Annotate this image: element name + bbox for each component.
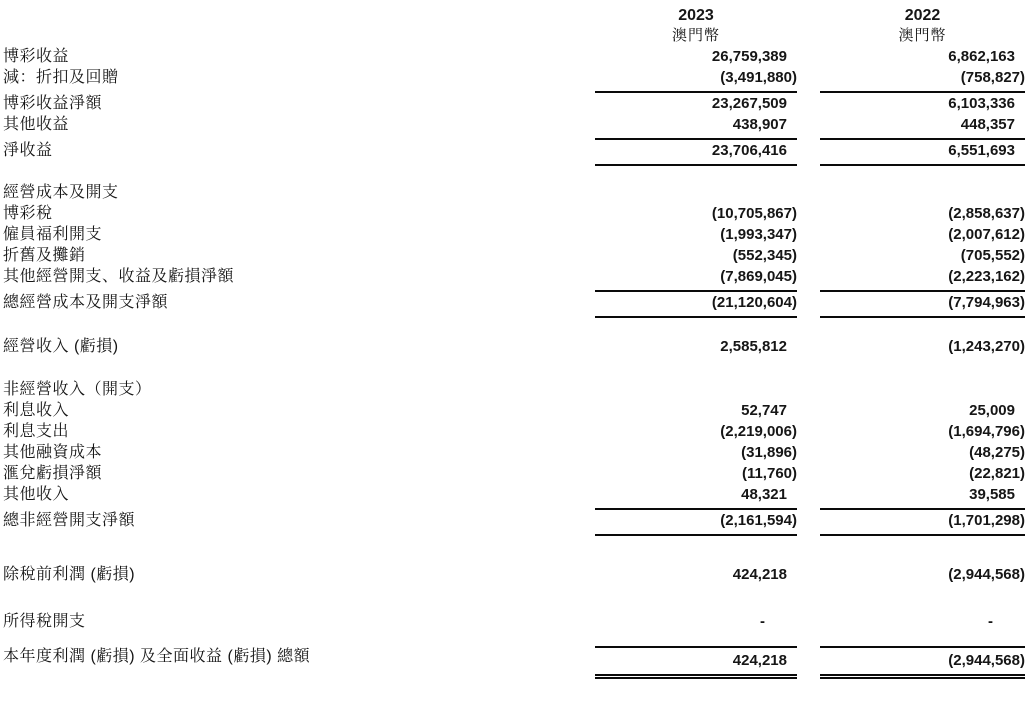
amount: (3,491,880) xyxy=(720,69,797,86)
currency-header-2023: 澳門幣 xyxy=(671,27,720,44)
amount: (2,219,006) xyxy=(720,423,797,440)
amount: (2,223,162) xyxy=(948,268,1025,285)
table-row xyxy=(3,114,1025,140)
amount: 2,585,812 xyxy=(720,338,787,355)
amount: (1,993,347) xyxy=(720,226,797,243)
amount: 424,218 xyxy=(732,566,787,583)
value-2022 xyxy=(820,336,1025,357)
value-2023 xyxy=(595,266,797,292)
amount: 39,585 xyxy=(969,486,1015,503)
table-row xyxy=(3,93,1025,114)
table-row xyxy=(3,245,1025,266)
amount: (1,694,796) xyxy=(948,423,1025,440)
amount: 48,321 xyxy=(741,486,787,503)
amount: 424,218 xyxy=(732,652,787,669)
value-2023 xyxy=(595,67,797,93)
table-row xyxy=(3,421,1025,442)
table-row xyxy=(3,463,1025,484)
value-2023 xyxy=(595,463,797,484)
amount: (7,869,045) xyxy=(720,268,797,285)
table-row xyxy=(3,646,1025,676)
value-2023 xyxy=(595,564,797,585)
value-2023 xyxy=(595,245,797,266)
table-row xyxy=(3,336,1025,357)
value-2022 xyxy=(820,646,1025,676)
table-row xyxy=(3,182,1025,203)
amount: 23,706,416 xyxy=(711,142,787,159)
value-2023 xyxy=(595,400,797,421)
amount: (48,275) xyxy=(969,444,1025,461)
amount: (1,701,298) xyxy=(948,512,1025,529)
table-row xyxy=(3,379,1025,400)
value-2023 xyxy=(595,421,797,442)
amount: (7,794,963) xyxy=(948,294,1025,311)
amount: 6,862,163 xyxy=(948,48,1015,65)
value-2022 xyxy=(820,224,1025,245)
value-2023 xyxy=(595,336,797,357)
row-label: 經營成本及開支 xyxy=(3,184,119,201)
value-2022 xyxy=(820,46,1025,67)
amount: (31,896) xyxy=(741,444,797,461)
amount: (10,705,867) xyxy=(711,205,797,222)
value-2022 xyxy=(820,611,1025,632)
table-row xyxy=(3,611,1025,632)
value-2023 xyxy=(595,140,797,166)
value-2022 xyxy=(820,564,1025,585)
value-2022 xyxy=(820,203,1025,224)
amount: (2,858,637) xyxy=(948,205,1025,222)
row-label: 其他收益 xyxy=(3,116,70,133)
amount: (2,161,594) xyxy=(720,512,797,529)
value-2023 xyxy=(595,203,797,224)
row-label: 其他融資成本 xyxy=(3,444,103,461)
value-2022 xyxy=(820,463,1025,484)
amount: (21,120,604) xyxy=(711,294,797,311)
value-2023 xyxy=(595,442,797,463)
value-2022 xyxy=(820,114,1025,140)
value-2023 xyxy=(595,292,797,318)
value-2023 xyxy=(595,46,797,67)
amount: 6,551,693 xyxy=(948,142,1015,159)
value-2023 xyxy=(595,510,797,536)
row-label: 利息收入 xyxy=(3,402,70,419)
table-row xyxy=(3,67,1025,93)
table-row xyxy=(3,46,1025,67)
row-label: 總經營成本及開支淨額 xyxy=(3,294,169,311)
table-row xyxy=(3,564,1025,585)
amount: - xyxy=(988,613,993,630)
row-label: 除稅前利潤 (虧損) xyxy=(3,566,136,583)
amount: (552,345) xyxy=(732,247,797,264)
table-row xyxy=(3,400,1025,421)
table-row xyxy=(3,442,1025,463)
table-row xyxy=(3,266,1025,292)
column-header-2023: 2023 xyxy=(678,7,714,24)
value-2022 xyxy=(820,400,1025,421)
column-header-2022: 2022 xyxy=(904,7,941,24)
row-label: 滙兌虧損淨額 xyxy=(3,465,103,482)
amount: (2,944,568) xyxy=(948,566,1025,583)
value-2022 xyxy=(820,266,1025,292)
value-2023 xyxy=(595,114,797,140)
row-label: 折舊及攤銷 xyxy=(3,247,86,264)
table-row xyxy=(3,510,1025,536)
amount: (2,007,612) xyxy=(948,226,1025,243)
value-2022 xyxy=(820,442,1025,463)
value-2023 xyxy=(595,611,797,632)
value-2023 xyxy=(595,646,797,676)
amount: (758,827) xyxy=(960,69,1025,86)
amount: (1,243,270) xyxy=(948,338,1025,355)
value-2022 xyxy=(820,510,1025,536)
row-label: 減：折扣及回贈 xyxy=(3,69,119,86)
table-row xyxy=(3,484,1025,510)
statement-rows xyxy=(3,46,1025,676)
amount: (2,944,568) xyxy=(948,652,1025,669)
amount: 448,357 xyxy=(960,116,1015,133)
row-label: 其他經營開支、收益及虧損淨額 xyxy=(3,268,235,285)
table-row xyxy=(3,292,1025,318)
row-label: 所得稅開支 xyxy=(3,613,86,630)
row-label: 總非經營開支淨額 xyxy=(3,512,136,529)
amount: 25,009 xyxy=(969,402,1015,419)
amount: 438,907 xyxy=(732,116,787,133)
row-label: 淨收益 xyxy=(3,142,53,159)
amount: - xyxy=(760,613,765,630)
amount: (22,821) xyxy=(969,465,1025,482)
row-label: 其他收入 xyxy=(3,486,70,503)
amount: 6,103,336 xyxy=(948,95,1015,112)
table-row xyxy=(3,224,1025,245)
value-2023 xyxy=(595,484,797,510)
row-label: 非經營收入（開支） xyxy=(3,381,152,398)
value-2022 xyxy=(820,93,1025,114)
amount: 23,267,509 xyxy=(711,95,787,112)
value-2022 xyxy=(820,67,1025,93)
amount: 26,759,389 xyxy=(711,48,787,65)
amount: (11,760) xyxy=(741,465,797,482)
row-label: 經營收入 (虧損) xyxy=(3,338,119,355)
table-row xyxy=(3,203,1025,224)
value-2022 xyxy=(820,421,1025,442)
row-label: 本年度利潤 (虧損) 及全面收益 (虧損) 總額 xyxy=(3,648,311,665)
header-year-row xyxy=(3,6,1025,26)
currency-header-2022: 澳門幣 xyxy=(898,27,947,44)
row-label: 利息支出 xyxy=(3,423,70,440)
value-2022 xyxy=(820,292,1025,318)
value-2022 xyxy=(820,245,1025,266)
row-label: 博彩收益淨額 xyxy=(3,95,103,112)
value-2022 xyxy=(820,484,1025,510)
row-label: 博彩稅 xyxy=(3,205,53,222)
row-label: 僱員福利開支 xyxy=(3,226,103,243)
value-2023 xyxy=(595,93,797,114)
amount: (705,552) xyxy=(960,247,1025,264)
amount: 52,747 xyxy=(741,402,787,419)
value-2022 xyxy=(820,140,1025,166)
table-row xyxy=(3,140,1025,166)
value-2023 xyxy=(595,224,797,245)
header-currency-row xyxy=(3,26,1025,46)
row-label: 博彩收益 xyxy=(3,48,70,65)
